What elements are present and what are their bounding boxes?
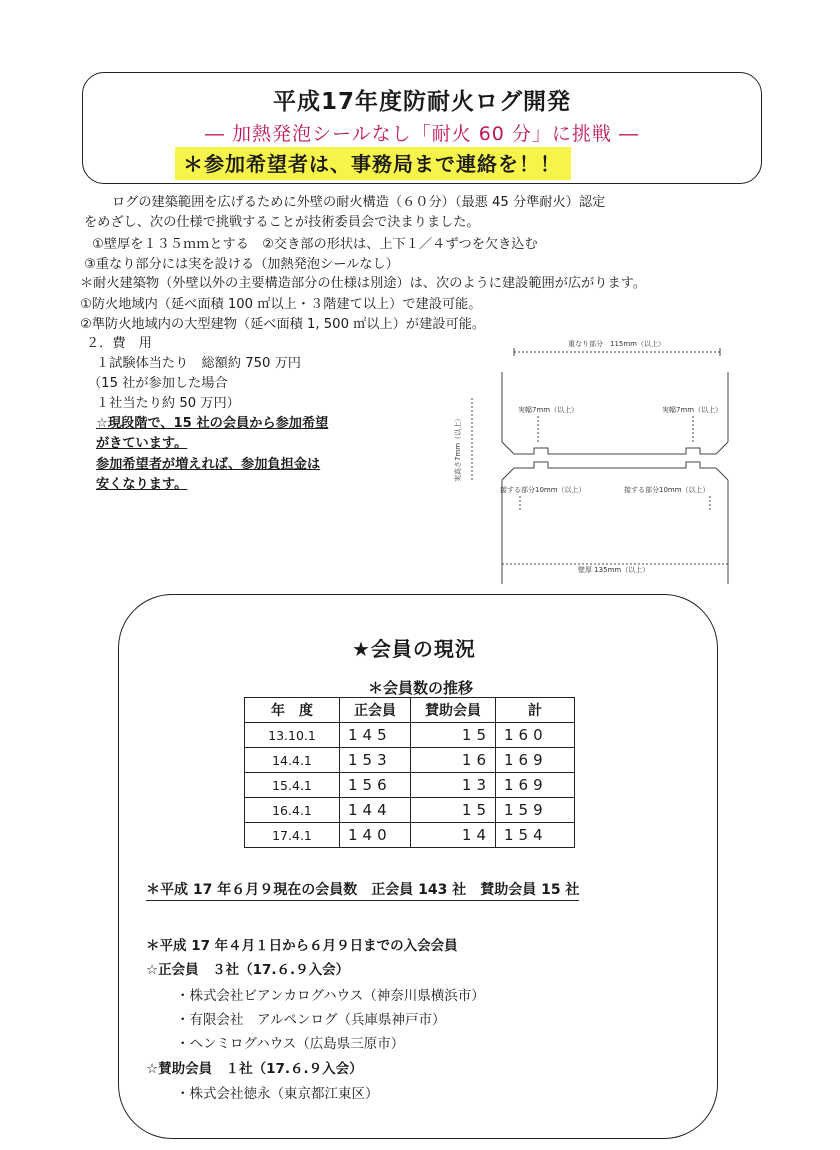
header-box	[82, 72, 762, 184]
cell-year: 15.4.1	[245, 773, 340, 798]
cell-support: 16	[411, 748, 496, 773]
diagram-tongue-right-label: 実幅7mm（以上）	[662, 406, 723, 414]
cell-total: 169	[496, 773, 575, 798]
table-row	[245, 748, 575, 773]
cell-total: 154	[496, 823, 575, 848]
cell-total: 169	[496, 748, 575, 773]
table-row	[245, 823, 575, 848]
page-title: 平成17年度防耐火ログ開発	[272, 89, 571, 115]
cell-total: 160	[496, 723, 575, 748]
intro-line-1: ログの建築範囲を広げるために外壁の耐火構造（６０分）（最悪 45 分準耐火）認定	[112, 195, 606, 210]
wall-section-diagram	[438, 332, 740, 594]
diagram-overlap-label: 重なり部分 115mm（以上）	[568, 340, 665, 348]
cell-regular: 145	[340, 723, 411, 748]
regular-members-heading: ☆正会員 ３社（17.６.９入会）	[146, 962, 350, 978]
col-header-total: 計	[496, 698, 575, 723]
cost-heading: ２．費 用	[86, 336, 152, 351]
current-member-count: ＊平成 17 年６月９現在の会員数 正会員 143 社 賛助会員 15 社	[146, 879, 579, 901]
cell-regular: 140	[340, 823, 411, 848]
cost-status-4: 安くなります。	[96, 477, 188, 492]
regular-member-item: ・ヘンミログハウス（広島県三原市）	[176, 1036, 405, 1052]
diagram-tongue-depth-label: 実高さ7mm（以上）	[454, 414, 462, 482]
cost-line-2: （15 社が参加した場合	[88, 376, 228, 391]
table-row	[245, 773, 575, 798]
col-header-support: 賛助会員	[411, 698, 496, 723]
cell-regular: 156	[340, 773, 411, 798]
cost-status-1: ☆現段階で、15 社の会員から参加希望	[96, 416, 329, 431]
col-header-regular: 正会員	[340, 698, 411, 723]
cell-support: 15	[411, 723, 496, 748]
spec-line-1: ①壁厚を１３５ｍｍとする ②交き部の形状は、上下１／４ずつを欠き込む	[92, 237, 538, 252]
area-line-2: ②準防火地域内の大型建物（延べ面積 1, 500 ㎡以上）が建設可能。	[80, 317, 486, 332]
diagram-contact-left-label: 接する部分10mm（以上）	[500, 486, 586, 494]
call-to-action-wrap	[175, 147, 571, 180]
members-table	[244, 697, 575, 848]
area-line-1: ①防火地域内（延べ面積 100 ㎡以上・３階建て以上）で建設可能。	[80, 297, 482, 312]
cell-regular: 153	[340, 748, 411, 773]
members-title: ★会員の現況	[352, 637, 476, 661]
table-row	[245, 798, 575, 823]
cell-year: 13.10.1	[245, 723, 340, 748]
regular-member-item: ・有限会社 アルペンログ（兵庫県神戸市）	[176, 1012, 446, 1028]
table-caption: ＊会員数の推移	[368, 679, 474, 697]
support-members-heading: ☆賛助会員 １社（17.６.９入会）	[146, 1061, 363, 1077]
cost-line-3: １社当たり約 50 万円）	[96, 396, 240, 411]
cell-regular: 144	[340, 798, 411, 823]
intro-line-2: をめざし、次の仕様で挑戦することが技術委員会で決まりました。	[84, 215, 480, 230]
cell-year: 16.4.1	[245, 798, 340, 823]
diagram-contact-right-label: 接する部分10mm（以上）	[624, 486, 710, 494]
cost-status-3: 参加希望者が増えれば、参加負担金は	[96, 457, 321, 472]
diagram-tongue-left-label: 実幅7mm（以上）	[518, 406, 579, 414]
diagram-thickness-label: 壁厚 135mm（以上）	[578, 566, 650, 574]
spec-line-2: ③重なり部分には実を設ける（加熱発泡シールなし）	[84, 257, 399, 272]
call-to-action: ＊参加希望者は、事務局まで連絡を！！	[175, 147, 571, 180]
page-subtitle: ― 加熱発泡シールなし「耐火 60 分」に挑戦 ―	[205, 123, 639, 145]
note-line: ＊耐火建築物（外壁以外の主要構造部分の仕様は別途）は、次のように建設範囲が広がります。	[80, 276, 647, 291]
regular-member-item: ・株式会社ビアンカログハウス（神奈川県横浜市）	[176, 988, 485, 1004]
cell-support: 13	[411, 773, 496, 798]
cell-support: 15	[411, 798, 496, 823]
table-header-row	[245, 698, 575, 723]
col-header-year: 年 度	[245, 698, 340, 723]
cell-year: 14.4.1	[245, 748, 340, 773]
table-row	[245, 723, 575, 748]
cell-total: 159	[496, 798, 575, 823]
support-member-item: ・株式会社徳永（東京都江東区）	[176, 1086, 379, 1102]
cost-status-2: がきています。	[96, 436, 188, 451]
cell-support: 14	[411, 823, 496, 848]
new-members-heading: ＊平成 17 年４月１日から６月９日までの入会会員	[146, 938, 458, 954]
cost-line-1: １試験体当たり 総額約 750 万円	[96, 356, 301, 371]
cell-year: 17.4.1	[245, 823, 340, 848]
